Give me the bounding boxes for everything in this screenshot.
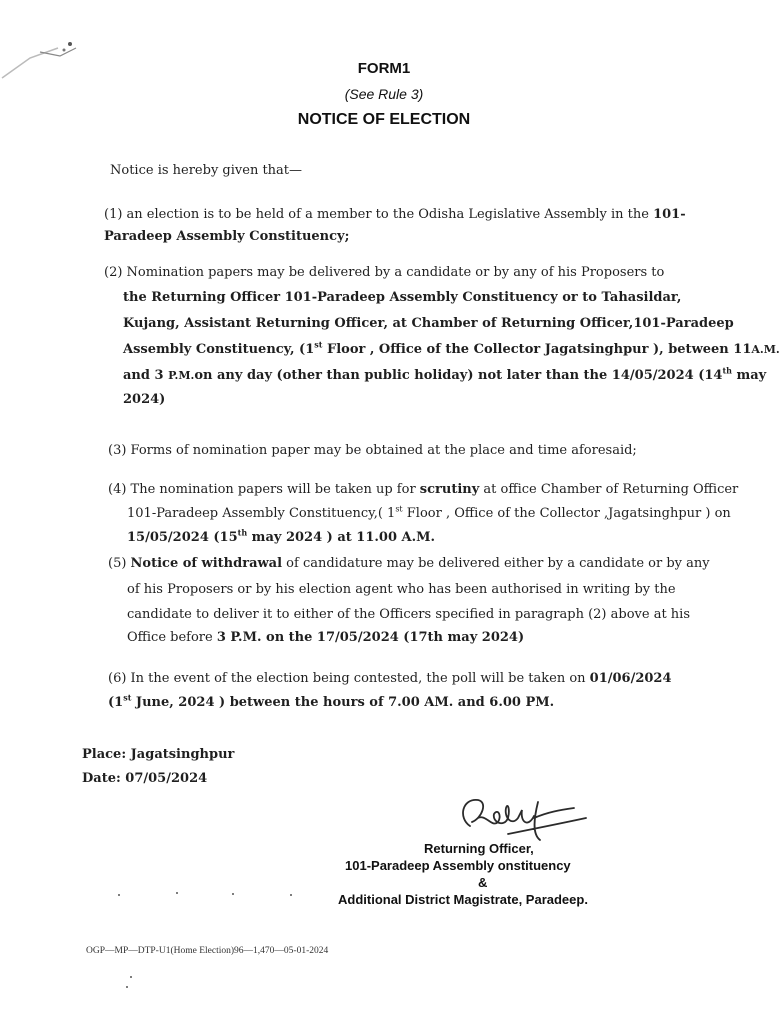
para5-line1: (5) Notice of withdrawal of candidature may be delivered either by a candidate or by any	[108, 556, 710, 571]
para2-line4: Assembly Constituency, (1st Floor , Office of the Collector Jagatsinghpur ), between 11A.M.	[123, 339, 780, 357]
para3-line1: (3) Forms of nomination paper may be obtained at the place and time aforesaid;	[108, 443, 637, 458]
scan-speck	[290, 894, 292, 896]
para5-line3: candidate to deliver it to either of the Officers specified in paragraph (2) above at his	[127, 607, 691, 622]
para6-line2: (1st June, 2024 ) between the hours of 7.00 AM. and 6.00 PM.	[108, 692, 555, 710]
intro-text: Notice is hereby given that—	[110, 163, 303, 178]
para1-line1: (1) an election is to be held of a member to the Odisha Legislative Assembly in the 101-	[104, 207, 686, 222]
para5-line2: of his Proposers or by his election agent who has been authorised in writing by the	[127, 582, 676, 597]
form-title: FORM1	[357, 60, 411, 77]
para4-line1: (4) The nomination papers will be taken up for scrutiny at office Chamber of Returning Officer	[108, 482, 739, 497]
signatory-constituency: 101-Paradeep Assembly onstituency	[345, 858, 571, 873]
signatory-designation: Additional District Magistrate, Paradeep.	[338, 892, 588, 907]
footer-print-code: OGP—MP—DTP-U1(Home Election)96—1,470—05-01-2024	[86, 946, 329, 956]
para2-line6: 2024)	[123, 392, 166, 407]
scan-speck	[232, 893, 234, 895]
scan-speck	[130, 976, 132, 978]
para2-line2: the Returning Officer 101-Paradeep Assembly Constituency or to Tahasildar,	[123, 290, 682, 305]
notice-heading: NOTICE OF ELECTION	[297, 111, 471, 128]
para2-line1: (2) Nomination papers may be delivered by a candidate or by any of his Proposers to	[104, 265, 665, 280]
date-label: Date: 07/05/2024	[82, 771, 208, 786]
signatory-ampersand: &	[478, 875, 488, 890]
form-rule: (See Rule 3)	[344, 86, 424, 102]
para4-line2: 101-Paradeep Assembly Constituency,( 1st Floor , Office of the Collector ,Jagatsinghpur ) on	[127, 504, 731, 521]
place-label: Place: Jagatsinghpur	[82, 747, 235, 762]
para4-line3: 15/05/2024 (15th may 2024 ) at 11.00 A.M.	[127, 527, 436, 545]
scan-speck	[176, 892, 178, 894]
para5-line4: Office before 3 P.M. on the 17/05/2024 (17th may 2024)	[127, 630, 525, 645]
para6-line1: (6) In the event of the election being contested, the poll will be taken on 01/06/2024	[108, 671, 672, 686]
para2-line5: and 3 P.M.on any day (other than public holiday) not later than the 14/05/2024 (14th may	[123, 365, 767, 383]
signatory-title: Returning Officer,	[424, 841, 534, 856]
scan-speck	[118, 894, 120, 896]
scan-speck	[126, 986, 128, 988]
para2-line3: Kujang, Assistant Returning Officer, at Chamber of Returning Officer,101-Paradeep	[123, 316, 734, 331]
para1-line2: Paradeep Assembly Constituency;	[104, 229, 350, 244]
